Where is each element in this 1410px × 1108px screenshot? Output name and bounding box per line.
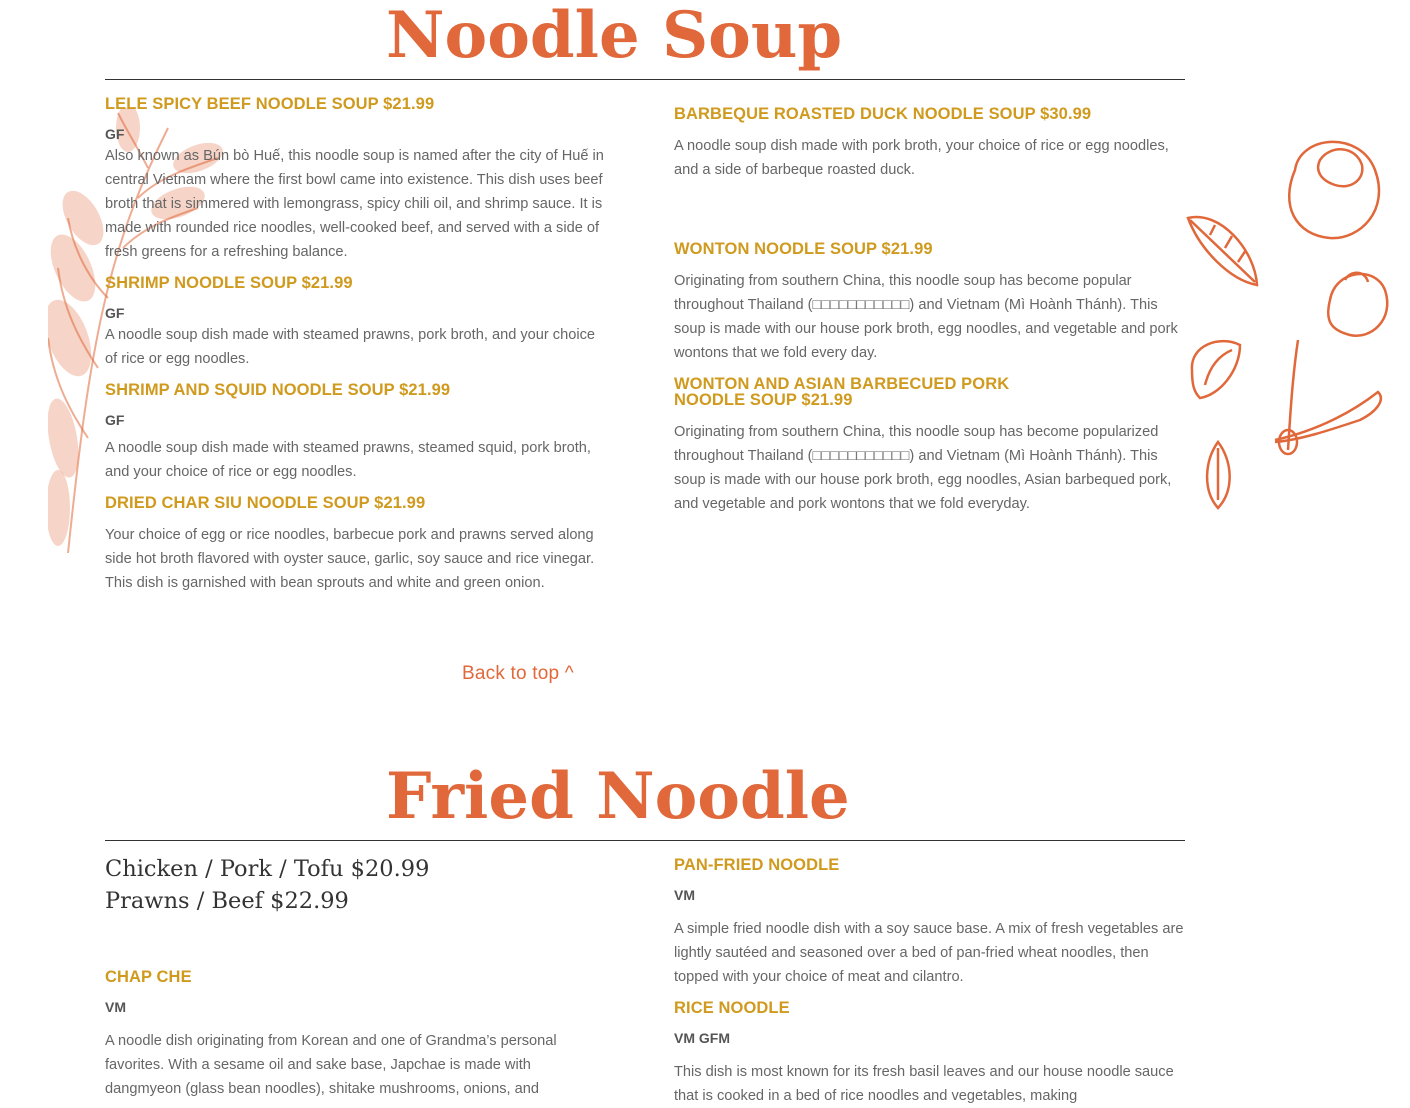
dish-title: LELE SPICY BEEF NOODLE SOUP $21.99 xyxy=(105,95,435,113)
price-line: Prawns / Beef $22.99 xyxy=(105,888,349,914)
menu-item xyxy=(674,241,1186,365)
menu-item xyxy=(105,382,605,484)
menu-item xyxy=(674,857,1186,989)
dish-title: WONTON AND ASIAN BARBECUED PORK xyxy=(674,375,1010,393)
menu-item xyxy=(105,275,605,371)
dish-title: DRIED CHAR SIU NOODLE SOUP $21.99 xyxy=(105,494,426,512)
dietary-tag: VM xyxy=(674,887,695,903)
dish-description: A simple fried noodle dish with a soy sauce base. A mix of fresh vegetables are lightly sautéed and seasoned over a bed of pan-fried wheat noodles, then topped with your choice of meat and cilantro. xyxy=(674,921,1184,985)
fried-noodle-right-column xyxy=(674,857,1186,1108)
fried-noodle-left-column xyxy=(105,853,605,1101)
dietary-tag: VM GFM xyxy=(674,1030,730,1046)
section-title-fried-noodle: Fried Noodle xyxy=(386,759,850,834)
dish-description: Also known as Bún bò Huế, this noodle soup is named after the city of Huế in central Vietnam where the first bowl came into existence. This dish uses beef broth that is simmered with lemongrass, spicy chili oil, and shrimp sauce. It is made with rounded rice noodles, well-cooked beef, and served with a side of fresh greens for a refreshing balance. xyxy=(105,148,604,260)
dish-description: Originating from southern China, this noodle soup has become popular throughout Thailand (□□□□□□□□□□□) and Vietnam (Mì Hoành Thánh). This soup is made with our house pork broth, egg noodles, and vegetable and pork wontons that we fold every day. xyxy=(674,273,1178,361)
dish-description: This dish is most known for its fresh basil leaves and our house noodle sauce that is cooked in a bed of rice noodles and vegetables, making xyxy=(674,1064,1174,1104)
noodle-soup-left-column xyxy=(105,96,605,595)
section-divider xyxy=(105,840,1185,841)
menu-item xyxy=(105,969,605,1101)
section-title-noodle-soup: Noodle Soup xyxy=(386,0,843,73)
dish-title: SHRIMP NOODLE SOUP $21.99 xyxy=(105,274,353,292)
dietary-tag: GF xyxy=(105,412,125,428)
dish-title: PAN-FRIED NOODLE xyxy=(674,856,840,874)
dietary-tag: VM xyxy=(105,999,126,1015)
menu-item xyxy=(105,495,605,595)
dish-description: Originating from southern China, this noodle soup has become popularized throughout Thailand (□□□□□□□□□□□) and Vietnam (Mì Hoành Thánh). This soup is made with our house pork broth, egg noodles, Asian barbequed pork, and vegetable and pork wontons that we fold everyday. xyxy=(674,424,1172,512)
menu-item xyxy=(674,376,1186,516)
dish-title: CHAP CHE xyxy=(105,968,192,986)
section-divider xyxy=(105,79,1185,80)
dish-description: A noodle soup dish made with steamed prawns, steamed squid, pork broth, and your choice of rice or egg noodles. xyxy=(105,440,591,480)
dish-title: RICE NOODLE xyxy=(674,999,790,1017)
dish-description: A noodle soup dish made with pork broth, your choice of rice or egg noodles, and a side of barbeque roasted duck. xyxy=(674,138,1169,178)
back-to-top-link[interactable]: Back to top ^ xyxy=(462,663,574,684)
dish-description: A noodle soup dish made with steamed prawns, pork broth, and your choice of rice or egg noodles. xyxy=(105,327,595,367)
dietary-tag: GF xyxy=(105,126,125,142)
menu-item xyxy=(105,96,605,264)
dish-description: Your choice of egg or rice noodles, barbecue pork and prawns served along side hot broth flavored with oyster sauce, garlic, soy sauce and rice vinegar. This dish is garnished with bean sprouts and white and green onion. xyxy=(105,527,595,591)
dish-title: NOODLE SOUP $21.99 xyxy=(674,391,853,409)
vegetable-illustration-icon xyxy=(1180,130,1400,520)
dietary-tag: GF xyxy=(105,305,125,321)
dish-title: SHRIMP AND SQUID NOODLE SOUP $21.99 xyxy=(105,381,451,399)
dish-title: BARBEQUE ROASTED DUCK NOODLE SOUP $30.99 xyxy=(674,105,1092,123)
noodle-soup-right-column xyxy=(674,106,1186,516)
menu-item xyxy=(674,106,1186,182)
menu-item xyxy=(674,1000,1186,1108)
dish-description: A noodle dish originating from Korean and one of Grandma’s personal favorites. With a sesame oil and sake base, Japchae is made with dangmyeon (glass bean noodles), shitake mushrooms, onions, and xyxy=(105,1033,557,1097)
dish-title: WONTON NOODLE SOUP $21.99 xyxy=(674,240,933,258)
price-line: Chicken / Pork / Tofu $20.99 xyxy=(105,856,430,882)
